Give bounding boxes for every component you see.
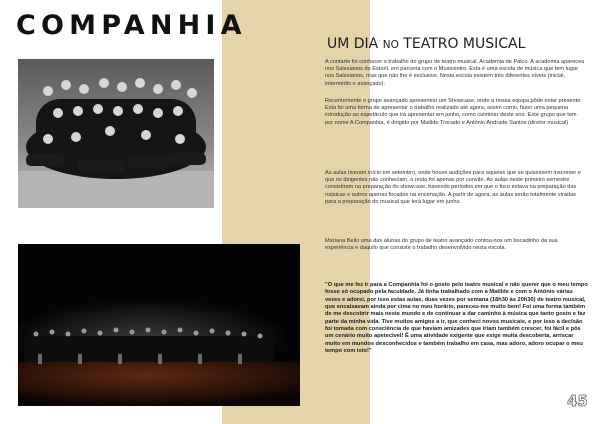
subtitle-part-1: UM DIA	[327, 36, 383, 52]
paragraph-showcase: Recentemente o grupo avançado apresentou um Showcase, onde a nossa equipa pôde estar presente. Esta foi uma forma de apresentar o trabalho realizado até agora, assim como, fazer uma pequena introdução ao espetáculo que irá apresentar em junho, como culminar deste ano. Este grupo que tem por nome A Companhia, é dirigido por Matilde Trocado e António Andrade Santos (diretor musical)	[325, 98, 582, 126]
article-subtitle	[327, 36, 525, 52]
group-photo	[18, 59, 214, 208]
student-quote: "O que me fez ir para a Companhia foi o gosto pelo teatro musical e não querer que o meu tempo fosse só ocupado pela faculdade. Já tinha trabalhado com a Matilde e com o António várias vezes e adorei, por isso estas aulas, duas vezes por semana (18h30 às 20h30) de teatro musical, que encaixavam ainda por cima no meu horário, pareceu-me muito bem! Foi uma forma também de me descobrir mais neste mundo e de continuar a dar caminho à música que tanto gosto e faz parte da minha vida. Tive muitos amigos a ir, que conheci novos musicais, e por isso a decisão foi tomada com consciência de que haviam amizades que iriam também crescer, foi fácil e pôs um cenário muito apetecível! É uma atividade exigente que exige muita descoberta, arriscar muito em mundos desconhecidos e também trabalho em casa, mas adoro, adoro ocupar o meu tempo com isto!"	[325, 282, 588, 355]
paragraph-intro: A contarte foi conhecer o trabalho do grupo de teatro musical, Academia de Palco. A academia apareceu nos Salesianos do Estoril, em parceria com o Musicentro. Esta é uma escola de música que tem lugar nos Salesianos, mas que não lhe é exclusivo. Nesta escola existem três diferentes níveis (inicial, intermédio e avançado).	[325, 59, 585, 87]
page-title: COMPANHIA	[16, 10, 247, 41]
page-number: 45	[567, 392, 588, 410]
stage-photo	[18, 244, 300, 406]
subtitle-part-2: NO	[382, 39, 399, 51]
paragraph-student: Mariana Bello uma das alunas do grupo de teatro avançado contou-nos um bocadinho da sua experiência e daquilo que consiste o trabalho desenvolvido nesta escola.	[325, 238, 558, 252]
paragraph-classes: As aulas tiveram início em setembro, onde houve audições para aqueles que se quisessem inscrever e que os dirigentes não conheciam, o resto foi apenas por convite. As aulas neste primeiro semestre consistiram na preparação do showcase, havendo períodos em que o foco estava na preparação das músicas e outros apenas focados na encenação. A partir de agora, as aulas serão totalmente viradas para a preparação do musical que terá lugar em junho.	[325, 170, 581, 205]
subtitle-part-3: TEATRO MUSICAL	[398, 36, 526, 52]
